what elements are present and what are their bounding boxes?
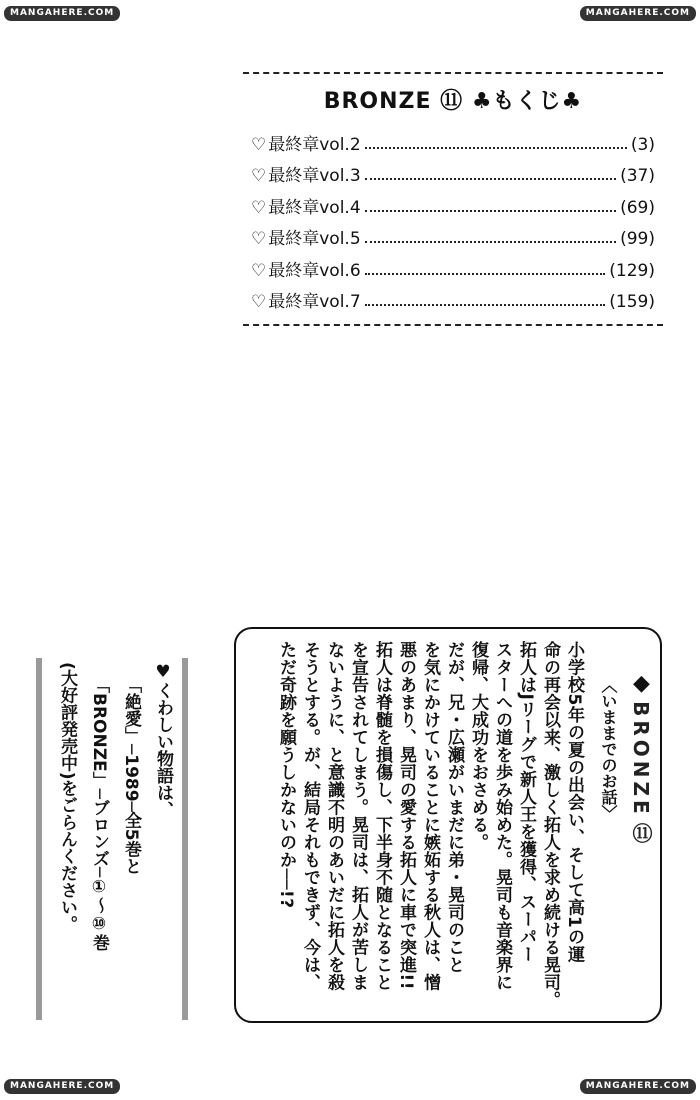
toc-top-divider	[243, 72, 663, 74]
toc-bottom-divider	[243, 324, 663, 326]
story-series-column	[627, 671, 656, 847]
toc-title: BRONZE ⑪ ♣もくじ♣	[323, 89, 583, 114]
promo-line: 「BRONZE」─ブロンズ─①〜⑩巻	[89, 676, 109, 952]
story-line: 悪のあまり、晃司の愛する拓人に車で突進!!	[396, 641, 416, 991]
toc-item-label: 最終章vol.3	[268, 166, 361, 186]
heart-icon: ♡	[251, 197, 267, 218]
toc-item-label: 最終章vol.4	[268, 197, 361, 218]
heart-icon: ♡	[251, 134, 267, 155]
toc-leader-dots	[365, 304, 606, 306]
toc-item-page: (69)	[620, 197, 655, 218]
heart-icon: ♡	[251, 292, 267, 312]
toc-leader-dots	[365, 241, 616, 243]
watermark-top-right: MANGAHERE.COM	[580, 6, 696, 21]
toc-list	[243, 123, 663, 312]
toc-item[interactable]	[243, 186, 663, 218]
toc-item-page: (37)	[620, 166, 655, 186]
promo-line: (大好評発売中)をごらんください。	[57, 662, 77, 933]
promo-line: 「絶愛」─1989─全5巻と	[121, 676, 141, 875]
watermark-bottom-left: MANGAHERE.COM	[4, 1079, 120, 1094]
story-line: を気にかけていることに嫉妬する秋人は、憎	[420, 641, 440, 991]
toc-leader-dots	[365, 147, 627, 149]
story-heading: 〈いままでのお話〉	[599, 677, 618, 821]
story-line: 小学校5年の夏の出会い、そして高1の運	[564, 641, 584, 964]
toc-leader-dots	[365, 178, 616, 180]
story-volume-number: ⑪	[629, 822, 653, 847]
heart-icon: ♡	[251, 260, 267, 281]
story-line: だが、兄・広瀬がいまだに弟・晃司のこと	[444, 641, 464, 974]
story-line: 復帰、大成功をおさめる。	[468, 641, 488, 851]
story-summary-box	[234, 627, 662, 1023]
promo-line: ♥くわしい物語は、	[153, 662, 173, 818]
toc-item-page: (3)	[630, 134, 655, 155]
diamond-icon: ◆	[629, 671, 654, 696]
toc-item[interactable]	[243, 281, 663, 313]
story-line: を宣告されてしまう。晃司は、拓人が苦しま	[348, 641, 368, 991]
story-series-title: BRONZE	[629, 701, 653, 818]
toc-leader-dots	[365, 210, 616, 212]
toc-item[interactable]	[243, 155, 663, 187]
toc-item-label: 最終章vol.2	[268, 134, 361, 155]
story-line: ただ奇跡を願うしかないのか──!?	[276, 641, 296, 909]
watermark-bottom-right: MANGAHERE.COM	[580, 1079, 696, 1094]
toc-item-page: (159)	[609, 292, 655, 312]
toc-item[interactable]	[243, 123, 663, 155]
story-line: 拓人はJリーグで新人王を獲得、スーパー	[516, 641, 536, 963]
toc-item-page: (99)	[620, 229, 655, 249]
toc-item[interactable]	[243, 218, 663, 250]
toc-item-label: 最終章vol.5	[268, 229, 361, 249]
heart-icon: ♡	[251, 166, 267, 186]
promo-box	[36, 658, 188, 1020]
story-line: そうとする。が、結局それもできず、今は、	[300, 641, 320, 991]
table-of-contents	[243, 72, 663, 326]
story-line: 命の再会以来、激しく拓人を求め続ける晃司。	[540, 641, 560, 1009]
toc-item-label: 最終章vol.7	[268, 292, 361, 312]
toc-leader-dots	[365, 273, 606, 275]
heart-icon: ♡	[251, 229, 267, 249]
story-line: 拓人は脊髄を損傷し、下半身不随となること	[372, 641, 392, 991]
toc-item-label: 最終章vol.6	[268, 260, 361, 281]
toc-item-page: (129)	[609, 260, 655, 281]
story-line: スターへの道を歩み始めた。晃司も音楽界に	[492, 641, 512, 991]
toc-item[interactable]	[243, 249, 663, 281]
story-line: ないように、と意識不明のあいだに拓人を殺	[324, 641, 344, 991]
watermark-top-left: MANGAHERE.COM	[4, 6, 120, 21]
